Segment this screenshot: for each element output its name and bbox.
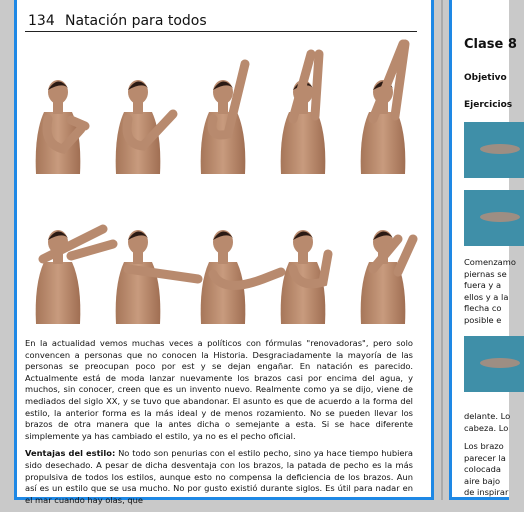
paragraph-2-text: No todo son penurias con el estilo pecho, sino ya hace tiempo hubiera sido desechado. A pesar de dicha desventaja con los brazos, la patada de pecho es la más propulsiva de todos los estilos, aunque esto no compensa la deficiencia de los brazos. Aun así es un estilo que se usa mucho. No por gusto existió durante siglos. Es útil para nadar en el mar cuando hay olas, que — [25, 448, 413, 505]
paragraph-1-text: En la actualidad vemos muchas veces a políticos con fórmulas "renovadoras", pero solo convencen a personas que no conocen la Historia. Desgraciadamente la mayoría de las personas se preocupan poco por est y se dejan engañar. En natación es parecido. Actualmente está de moda lanzar nuevamente los brazos casi por encima del agua, y muchos, sin conocer, creen que es un invento nuevo. Realmente como ya se dijo, viene de mediados del siglo XX, y se tuvo que abandonar. El asunto es que de acuerdo a la forma del estilo, la anterior forma es la más ideal y de menos rozamiento. No se pueden llevar los brazos de otra manera que la antes dicha o semejante a esta. Si se hace diferente simplemente ya has cambiado el estilo, ya no es el pecho oficial. — [25, 338, 413, 441]
right-page — [449, 0, 517, 500]
text-fragment: posible e — [464, 315, 502, 325]
arm-stroke-photo-sequence — [23, 34, 425, 334]
text-fragment: de inspirar — [464, 487, 509, 498]
page-number: 134 — [28, 13, 55, 29]
body-text — [25, 338, 413, 512]
text-fragment: parecer la — [464, 452, 506, 463]
swimmer-figure — [36, 229, 113, 324]
swimmer-figure — [361, 44, 406, 174]
book-gutter — [441, 0, 443, 500]
swimmer-figure — [36, 80, 85, 174]
text-fragment: fuera y a — [464, 280, 502, 291]
swimmer-figure — [116, 230, 198, 324]
swimmer-figure — [116, 80, 173, 174]
paragraph-1 — [25, 338, 413, 442]
text-fragment: piernas se — [464, 268, 507, 279]
swimmer-figure — [361, 230, 413, 324]
page-header — [25, 9, 417, 32]
objective-label: Objetivo — [464, 73, 507, 83]
text-fragment: flecha co — [464, 303, 502, 314]
running-title: Natación para todos — [65, 13, 207, 29]
text-fragment: Los brazo — [464, 441, 504, 451]
paragraph-2 — [25, 448, 413, 506]
swimming-photo-1 — [464, 122, 524, 178]
text-fragment: Comenzamo — [464, 257, 516, 267]
swimmer-figure — [201, 230, 281, 324]
swimmer-figure — [281, 230, 328, 324]
swimmer-figure — [201, 64, 246, 174]
text-fragment: aire bajo — [464, 475, 501, 486]
swimming-photo-2 — [464, 190, 524, 246]
text-fragment: ellos y a la — [464, 291, 509, 302]
text-fragment: cabeza. Lo — [464, 422, 509, 433]
left-page — [14, 0, 434, 505]
swimmer-figure — [281, 54, 326, 174]
text-fragment: colocada — [464, 464, 502, 475]
lesson-heading: Clase 8 — [464, 37, 517, 52]
swimming-photo-3 — [464, 336, 524, 392]
text-fragment: delante. Lo — [464, 411, 511, 421]
exercises-label: Ejercicios — [464, 100, 513, 110]
paragraph-2-lead: Ventajas del estilo: — [25, 448, 116, 459]
